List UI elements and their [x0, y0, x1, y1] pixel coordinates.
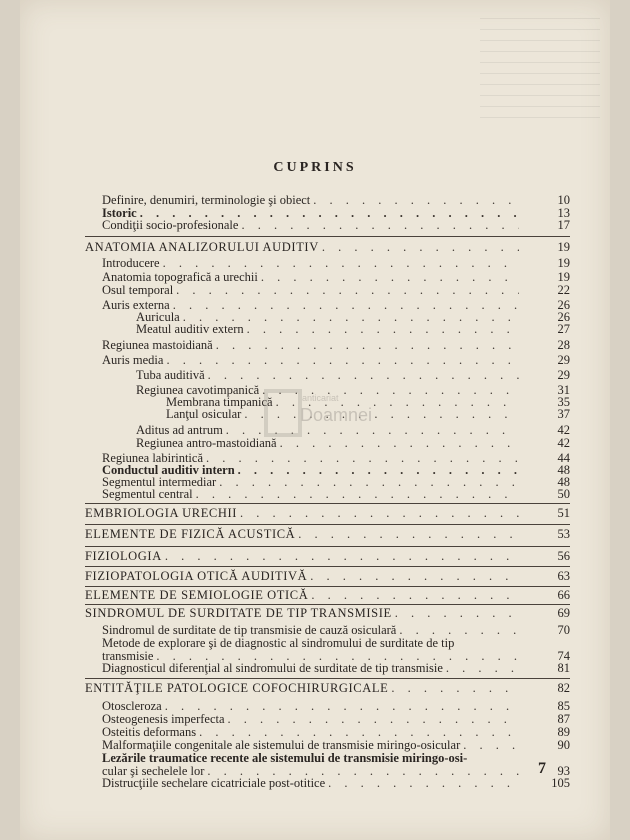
toc-entry: Introducere . . .: [102, 257, 522, 270]
toc-entry: Osteitis deformans . . .: [102, 726, 522, 739]
section-rule: [85, 503, 570, 504]
toc-entry: Regiunea cavotimpanică . . .: [136, 384, 522, 397]
toc-entry: Istoric . . .: [102, 207, 522, 220]
toc-page: 26: [557, 310, 570, 324]
toc-entry: Aditus ad antrum . . .: [136, 424, 522, 437]
toc-page: 29: [557, 368, 570, 382]
toc-section-heading: EMBRIOLOGIA URECHII . . .: [85, 507, 522, 520]
toc-section-heading: FIZIOLOGIA . . .: [85, 550, 522, 563]
toc-entry: Membrana timpanică . . .: [166, 396, 522, 409]
section-rule: [85, 546, 570, 547]
toc-page: 19: [557, 240, 570, 254]
toc-entry: Metode de explorare şi de diagnostic al sindromului de surditate de tip: [102, 636, 455, 650]
toc-entry: Malformaţiile congenitale ale sistemului de transmisie miringo-osicular . . .: [102, 739, 522, 752]
toc-entry: Condiţii socio-profesionale . . .: [102, 219, 522, 232]
section-rule: [85, 678, 570, 679]
toc-section-heading: ELEMENTE DE SEMIOLOGIE OTICĂ . . .: [85, 589, 522, 602]
toc-page: 93: [557, 764, 570, 778]
toc-page: 56: [557, 549, 570, 563]
page-number: 7: [538, 760, 546, 777]
toc-page: 89: [557, 725, 570, 739]
toc-page: 48: [557, 463, 570, 477]
toc-page: 90: [557, 738, 570, 752]
toc-page: 66: [557, 588, 570, 602]
watermark-small-text: anticariat: [302, 393, 339, 403]
page-title: CUPRINS: [273, 160, 357, 175]
toc-section-heading: ENTITĂŢILE PATOLOGICE COFOCHIRURGICALE . . .: [85, 682, 522, 695]
toc-page: 31: [557, 383, 570, 397]
toc-page: 26: [557, 298, 570, 312]
toc-section-heading: ANATOMIA ANALIZORULUI AUDITIV . . .: [85, 241, 522, 254]
toc-page: 85: [557, 699, 570, 713]
watermark: [300, 393, 420, 445]
section-rule: [85, 586, 570, 587]
toc-entry: Meatul auditiv extern . . .: [136, 323, 522, 336]
toc-entry: transmisie . . .: [102, 650, 522, 663]
toc-page: 44: [557, 451, 570, 465]
toc-entry: Lezările traumatice recente ale sistemului de transmisie miringo-osi-: [102, 751, 468, 765]
toc-entry: Regiunea antro-mastoidiană . . .: [136, 437, 522, 450]
toc-entry: Lanţul osicular . . .: [166, 408, 522, 421]
toc-entry: Osteogenesis imperfecta . . .: [102, 713, 522, 726]
toc-page: 53: [557, 527, 570, 541]
watermark-logo: [264, 389, 302, 437]
section-rule: [85, 524, 570, 525]
section-rule: [85, 604, 570, 605]
toc-entry: Regiunea labirintică . . .: [102, 452, 522, 465]
toc-entry: Tuba auditivă . . .: [136, 369, 522, 382]
toc-entry: Osul temporal . . .: [102, 284, 522, 297]
toc-page: 19: [557, 270, 570, 284]
toc-page: 10: [557, 193, 570, 207]
toc-page: 51: [557, 506, 570, 520]
toc-entry: Anatomia topografică a urechii . . .: [102, 271, 522, 284]
toc-page: 27: [557, 322, 570, 336]
toc-page: 48: [557, 475, 570, 489]
toc-section-heading: FIZIOPATOLOGIA OTICĂ AUDITIVĂ . . .: [85, 570, 522, 583]
toc-entry: Regiunea mastoidiană . . .: [102, 339, 522, 352]
toc-entry: Auris media . . .: [102, 354, 522, 367]
bleed-through-text: [480, 18, 600, 128]
toc-entry: Conductul auditiv intern . . .: [102, 464, 522, 477]
toc-section-heading: SINDROMUL DE SURDITATE DE TIP TRANSMISIE . . .: [85, 607, 522, 620]
toc-page: 17: [557, 218, 570, 232]
toc-entry: Sindromul de surditate de tip transmisie de cauză osiculară . . .: [102, 624, 522, 637]
toc-page: 37: [557, 407, 570, 421]
toc-entry: Segmentul intermediar . . .: [102, 476, 522, 489]
toc-page: 28: [557, 338, 570, 352]
toc-page: 42: [557, 436, 570, 450]
toc-page: 87: [557, 712, 570, 726]
toc-page: 81: [557, 661, 570, 675]
toc-page: 69: [557, 606, 570, 620]
toc-page: 42: [557, 423, 570, 437]
toc-page: 19: [557, 256, 570, 270]
toc-page: 35: [557, 395, 570, 409]
watermark-main-text: Doamnei: [300, 405, 373, 425]
section-rule: [85, 566, 570, 567]
toc-entry: Diagnosticul diferenţial al sindromului de surditate de tip transmisie . . .: [102, 662, 522, 675]
toc-page: 70: [557, 623, 570, 637]
toc-entry: Distrucţiile sechelare cicatriciale post-otitice . . .: [102, 777, 522, 790]
toc-entry: Auris externa . . .: [102, 299, 522, 312]
toc-page: 13: [557, 206, 570, 220]
toc-page: 63: [557, 569, 570, 583]
toc-page: 105: [551, 776, 570, 790]
toc-page: 22: [557, 283, 570, 297]
section-rule: [85, 236, 570, 237]
toc-entry: Segmentul central . . .: [102, 488, 522, 501]
toc-page: 29: [557, 353, 570, 367]
toc-entry: Definire, denumiri, terminologie şi obiect . . .: [102, 194, 522, 207]
toc-page: 74: [557, 649, 570, 663]
toc-entry: Otoscleroza . . .: [102, 700, 522, 713]
toc-page: 82: [557, 681, 570, 695]
toc-entry: Auricula . . .: [136, 311, 522, 324]
toc-entry: cular şi sechelele lor . . .: [102, 765, 522, 778]
toc-section-heading: ELEMENTE DE FIZICĂ ACUSTICĂ . . .: [85, 528, 522, 541]
toc-page: 50: [557, 487, 570, 501]
